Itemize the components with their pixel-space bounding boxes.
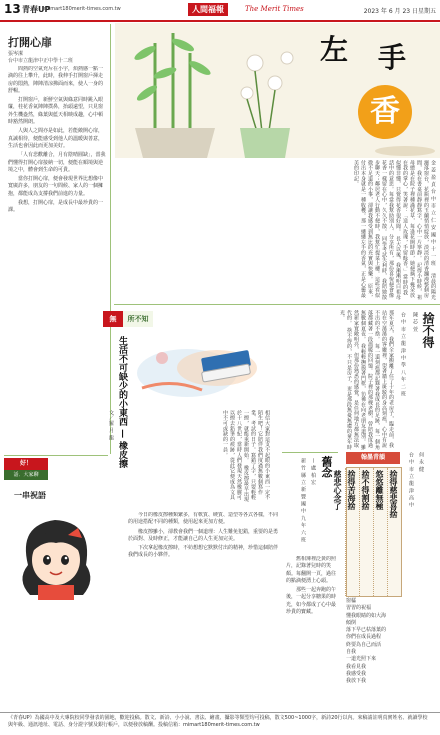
section-divider bbox=[4, 455, 108, 456]
eraser-story-body bbox=[128, 512, 278, 708]
mid-story-author: 陳 芯 萱 bbox=[412, 312, 418, 332]
paragraph: 每一道刻痕都記錄著我成長的足跡，每一個角落都藏著一段溫暖的回憶。院子裡的那棵老樹，曾陪我度過無數個夏夜。 bbox=[360, 310, 380, 450]
poem-line: 窗櫺 bbox=[346, 598, 357, 604]
poem-line: 傾倒 bbox=[346, 619, 357, 626]
column-divider bbox=[110, 24, 111, 454]
paragraph: 那些一起奔跑的午後，一起分享糖果的時光，如今都成了心中最珍貴的寶藏。 bbox=[286, 587, 337, 616]
section-divider bbox=[282, 452, 338, 453]
paragraph: 相信大家對這支不起眼的小東西一定不陌生吧！它陪伴我們度過無數個寫作業、考試的日子。寫錯了字，只要輕輕一擦，就能重新開始。 bbox=[243, 410, 270, 501]
eraser-story-body-top bbox=[130, 410, 270, 505]
poem-line: 落下早已枯落葉的 bbox=[346, 627, 387, 634]
newspaper-logo-en: The Merit Times bbox=[245, 5, 304, 13]
issue-date: 2023 年 6 月 23 日 bbox=[363, 8, 418, 15]
paragraph: 捨不得的，不只是房子，更是那段無憂無慮的童年時光。 bbox=[339, 310, 352, 450]
paragraph: 原來，付出本身就是一種收穫。那一縷縷左手的香氣，正是心靈最美的印記。 bbox=[353, 160, 373, 300]
page-number: 13 bbox=[4, 2, 21, 16]
section-divider bbox=[114, 304, 440, 305]
paragraph: 我想，打開心扉，是成長中最珍貴的一課。 bbox=[8, 200, 104, 214]
paragraph: 「人有悲歡離合，月有陰晴圓缺」，當我們懂得打開心扉接納一切，便能在順境與逆境之中，體會到生命的可貴。 bbox=[8, 152, 106, 173]
paragraph: 問熱的空氣充斥在小宇，煩熱感一點一滴的往上攀升，此時，我伸手打開窗戶揮走房的悶熱，陣陣清涼拂面而來，使人一身的舒暢。 bbox=[8, 66, 104, 94]
paragraph: 橡皮擦雖小，卻教會我們一個道理：人生難免犯錯，重要的是勇於面對、及時修正，才能讓自己的人生更加完美。 bbox=[128, 528, 278, 542]
nostalgia-body bbox=[286, 556, 338, 706]
left-article-school: 台中市立龍津中正中學十二班 bbox=[8, 58, 74, 64]
mid-story-title: 捨不得 bbox=[421, 312, 435, 348]
mid-story-school: 台 中 市 立 龍 津 中 學 八 年 二 班 bbox=[400, 312, 406, 397]
poem-line: 你們在成長過程 bbox=[346, 634, 382, 641]
site-address: mimart180merit-times.com.tw bbox=[44, 6, 121, 12]
calligraphy-col: 慈悲心念了 bbox=[333, 470, 343, 510]
top-story-body bbox=[116, 160, 436, 300]
eraser-story-author: 文／羅 月 龍 bbox=[108, 410, 114, 441]
cartoon-girl-image bbox=[8, 510, 103, 600]
nostalgia-title: 舊念 bbox=[320, 456, 333, 478]
poem-line: 習習的祝福 bbox=[346, 605, 372, 612]
eraser-tag-b: 所不知 bbox=[123, 311, 153, 327]
calligraphy-col: 捨不得割捨 bbox=[359, 468, 373, 596]
calligraphy-badge: 翰墨青韻 bbox=[346, 452, 400, 464]
paragraph: 清晨的陽光灑落窗台，花瓶裡的玉蘭悄悄綻放，淡淡的清香瀰漫整個房間，我在書桌前靜靜寫字，心中一片寧靜。 bbox=[416, 160, 436, 300]
paragraph: 橡皮擦最早出現於十八世紀，當時人們發現天然橡膠可以擦去鉛筆的痕跡，從此它便成為文具中不可或缺的一員。 bbox=[222, 410, 249, 502]
paragraph: 當你打開心扉，便會發現世界比想像中寬廣許多，朋友的一句問候、家人的一個擁抱，都能成為支撐我們前進的力量。 bbox=[8, 176, 104, 197]
paragraph: 下次拿起橡皮擦時，不妨想想它默默付出的精神，珍惜這個陪伴我們成長的小夥伴。 bbox=[128, 545, 278, 559]
byline: 金 姜 盈 貞 台 中 市 立 仁 安 國 中 十 一 班 bbox=[430, 160, 436, 266]
poem-line: 終要為自己而活 bbox=[346, 641, 382, 648]
page-header bbox=[0, 0, 440, 22]
side-badge-sub: 話．大家聊 bbox=[4, 470, 48, 480]
poem-line: 我感受我 bbox=[346, 670, 367, 677]
poem-line: 一道光照下來 bbox=[346, 656, 377, 663]
left-article-author: 張岑潔 bbox=[8, 51, 24, 57]
paragraph: 同學考試失利時，我陪她散步聊天；鄰居老人行動不便時，我幫忙提菜上樓。這些看似微不足道的小事，卻讓我感受到無比的充實與快樂。 bbox=[367, 160, 387, 300]
paragraph: 今日的橡皮擦種類繁多，有軟質、硬質、造型等各式各樣，不同的用途搭配不同的種類，使用起來更加方便。 bbox=[128, 512, 278, 526]
nostalgia-school: 新 竹 縣 立 新 豐 國 中 九 年 六 班 bbox=[300, 458, 306, 543]
calligraphy-col: 悠悠離無極 bbox=[373, 468, 387, 596]
poem-author: 何 永 健 bbox=[418, 452, 424, 472]
newspaper-logo: 人間福報 bbox=[188, 3, 228, 16]
poem-line: 懂我眼睛的如大海 bbox=[346, 612, 387, 619]
paragraph: 長大以後，我漸漸明白祖母話中的意思。每當我幫助別人、分享所有，那份喜悅便會像花香一樣留在心中，久久不散。 bbox=[381, 160, 401, 300]
paragraph: 人與人之間亦是如此，若能敞開心扉，真誠相待，便能感受到他人的溫暖與善意，生活也會因此而更加美好。 bbox=[8, 128, 104, 149]
mid-story-body bbox=[286, 310, 394, 450]
side-body bbox=[8, 604, 106, 708]
issue-weekday: 星期五 bbox=[417, 8, 436, 15]
calligraphy-col: 捨得慈悲喜捨 bbox=[387, 468, 401, 596]
poem-body bbox=[346, 598, 436, 708]
poem-line: 自我 bbox=[346, 649, 357, 656]
calligraphy-grid bbox=[333, 467, 402, 597]
banner-title-char-2: 手 bbox=[378, 41, 407, 74]
side-badge: 好！ bbox=[4, 458, 48, 470]
eraser-illustration bbox=[132, 328, 282, 408]
paragraph: 記得小時候，祖母總是在院子裡種滿花草，每逢花開時節，她便摘下幾朵放在我的掌心，笑著說：「送人玫瑰，手留餘香。」當時的我似懂非懂，只覺得花香很好聞。 bbox=[395, 160, 422, 300]
poem-line: 我放下我 bbox=[346, 678, 367, 685]
submission-footer: 《青春UP》為國高中及大專院校同學發表的園地，歡迎投稿。散文、新詩、小小說、書法、繪畫、攝影等類型均可投稿，散文500~1000字，新詩20行以內。來稿請註明真實姓名、就讀學校與年級、通訊地址、電話、身分證字號及銀行帳戶，以便發放稿酬。投稿信箱：mimart180merit-times.com.tw bbox=[0, 712, 440, 735]
banner-title-char-1: 左 bbox=[320, 33, 349, 66]
banner-title-char-3: 香 bbox=[358, 85, 412, 139]
eraser-story-title: 生活不可缺少的小東西 — 橡皮擦 bbox=[117, 336, 127, 469]
nostalgia-author: — 盧 柏 宏 bbox=[310, 458, 316, 485]
paragraph: 那年夏天，我們全家搬離了住了十年的老房子，臨走前，我站在空蕩蕩的客廳裡，望著牆上斑駁的身高刻痕，心中有說不出的不捨。 bbox=[374, 310, 394, 448]
poem-school: 台 中 市 立 龍 津 高 中 bbox=[408, 452, 414, 508]
section-name: 青春UP bbox=[22, 5, 51, 14]
left-article-title: 打開心扉 bbox=[8, 36, 52, 49]
calligraphy-col: 捨得苦海捨 bbox=[345, 468, 359, 596]
side-title: 一串祝語 bbox=[14, 491, 46, 500]
poem-line: 我看見我 bbox=[346, 663, 367, 670]
paragraph: 打開窗戶，新鮮空氣與綠意同時跳入眼簾，桂花香氣陣陣撲鼻，抬頭遠望，只見窗外生機盎然，綠葉與藍天相映成趣，心中頓時豁然開朗。 bbox=[8, 97, 104, 126]
eraser-tag-a: 無 bbox=[103, 311, 123, 327]
paragraph: 我輕輕撫摸著門框，彷彿在向老朋友道別。雖然新家寬敞明亮，但那份熟悉的感覺，是任何地方都無法取代的。 bbox=[346, 310, 366, 450]
paragraph: 舊相簿裡泛黃的照片，記錄著兒時的笑顏。每翻開一頁，過往的點滴便湧上心頭。 bbox=[286, 556, 337, 584]
left-article-body bbox=[8, 66, 106, 452]
